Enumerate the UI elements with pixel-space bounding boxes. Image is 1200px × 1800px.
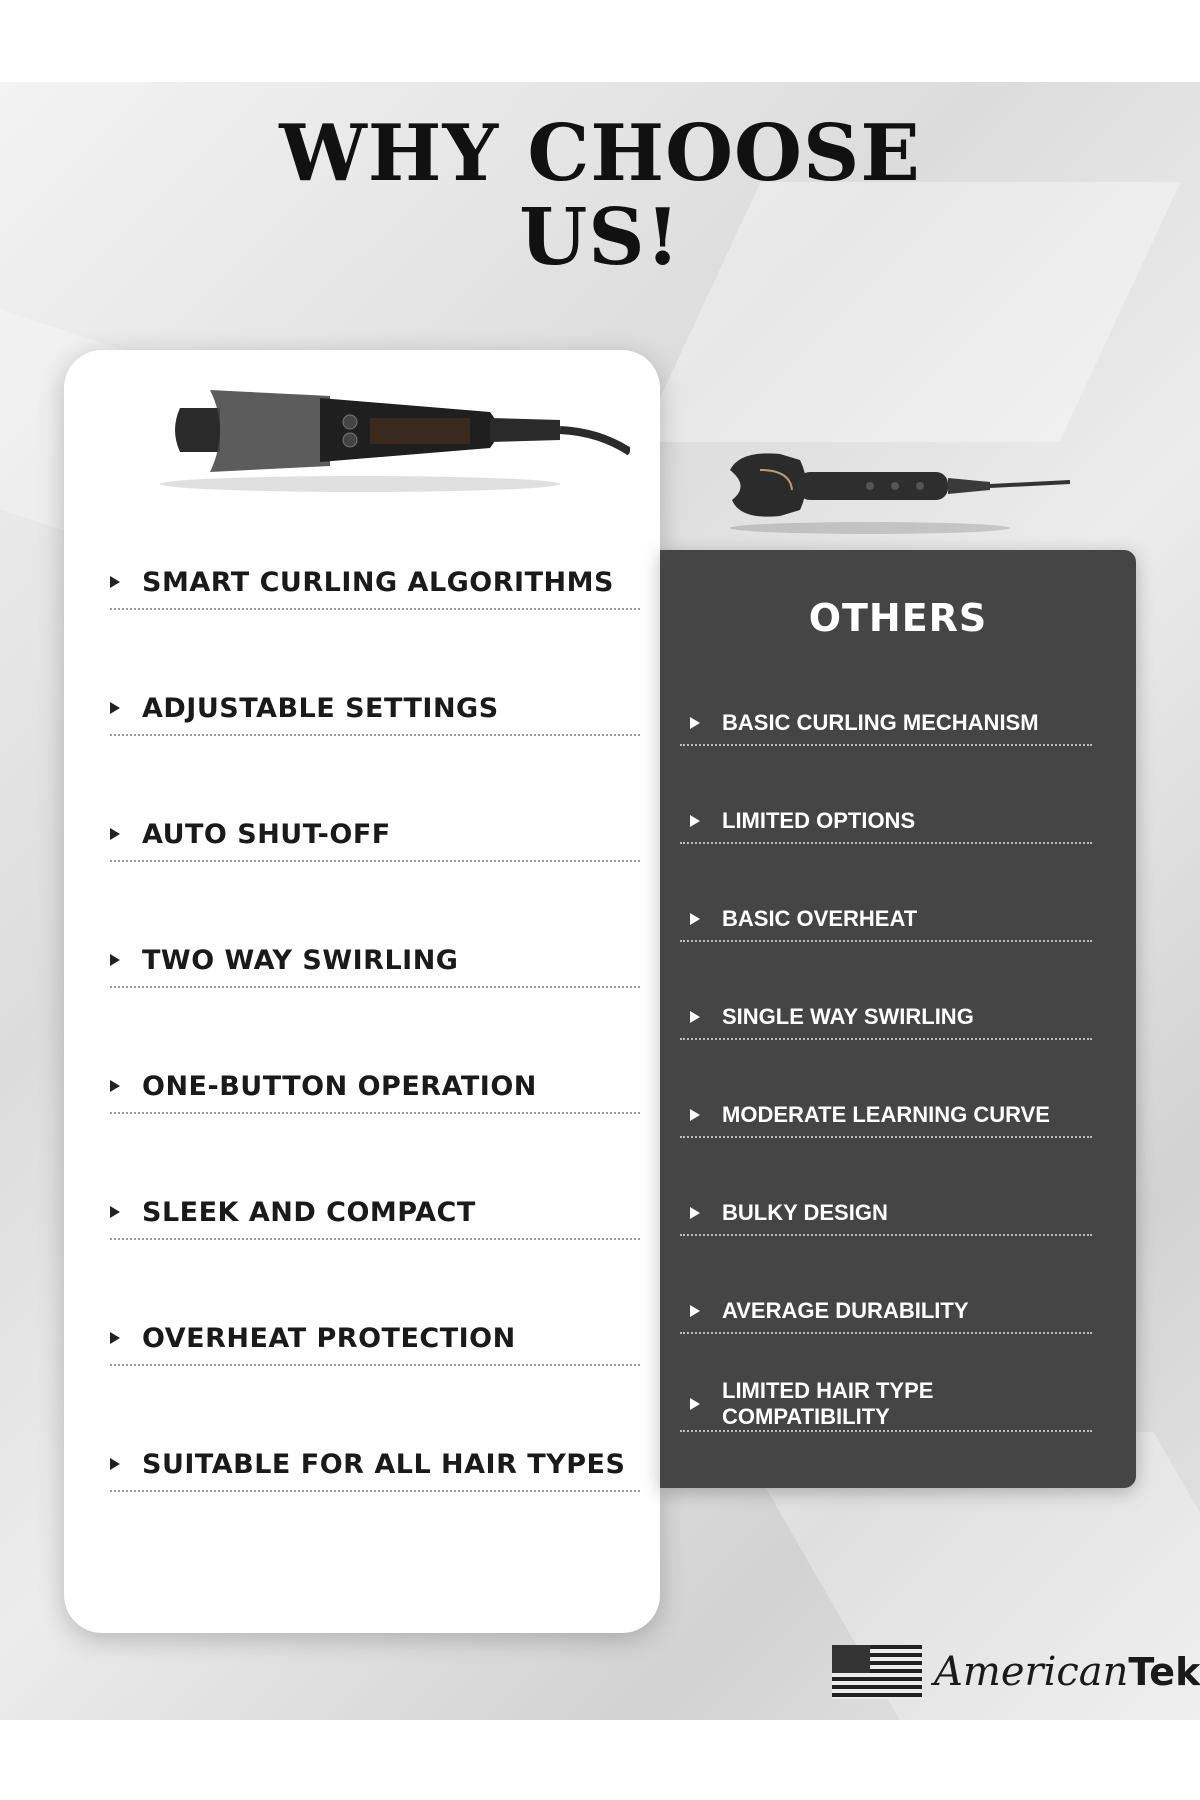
others-label: SINGLE WAY SWIRLING (722, 1004, 974, 1029)
others-row (690, 1298, 1100, 1324)
feature-label: AUTO SHUT-OFF (142, 818, 391, 850)
triangle-right-icon (690, 1207, 700, 1219)
dotted-divider (110, 1490, 640, 1492)
others-row (690, 1378, 950, 1430)
others-row (690, 906, 1100, 932)
triangle-right-icon (690, 1011, 700, 1023)
dotted-divider (110, 1364, 640, 1366)
feature-row (110, 688, 640, 728)
others-row (690, 1200, 1100, 1226)
others-label: BASIC OVERHEAT (722, 906, 918, 931)
dotted-divider (110, 860, 640, 862)
triangle-right-icon (110, 954, 120, 966)
triangle-right-icon (110, 828, 120, 840)
dotted-divider (110, 986, 640, 988)
triangle-right-icon (690, 1398, 700, 1410)
others-label: BASIC CURLING MECHANISM (722, 710, 1039, 735)
headline (0, 108, 1200, 283)
headline-line-1: WHY CHOOSE (279, 108, 921, 199)
feature-label: OVERHEAT PROTECTION (142, 1322, 516, 1354)
dotted-divider (680, 842, 1092, 844)
triangle-right-icon (690, 717, 700, 729)
triangle-right-icon (690, 913, 700, 925)
feature-label: ONE-BUTTON OPERATION (142, 1070, 537, 1102)
triangle-right-icon (690, 1305, 700, 1317)
feature-label: SUITABLE FOR ALL HAIR TYPES (142, 1448, 626, 1480)
others-label: AVERAGE DURABILITY (722, 1298, 969, 1323)
triangle-right-icon (690, 1109, 700, 1121)
feature-row (110, 1318, 640, 1358)
feature-row (110, 1444, 640, 1484)
dotted-divider (680, 1038, 1092, 1040)
our-curler-icon (160, 360, 630, 500)
feature-row (110, 1066, 640, 1106)
triangle-right-icon (110, 1206, 120, 1218)
feature-label: SMART CURLING ALGORITHMS (142, 566, 614, 598)
brand-logo (832, 1642, 1200, 1702)
feature-label: SLEEK AND COMPACT (142, 1196, 476, 1228)
dotted-divider (680, 1234, 1092, 1236)
dotted-divider (110, 734, 640, 736)
brand-bold: Tek (1128, 1650, 1200, 1694)
dotted-divider (680, 1430, 1092, 1432)
triangle-right-icon (110, 702, 120, 714)
others-row (690, 1004, 1100, 1030)
competitor-curler-icon (720, 430, 1080, 540)
dotted-divider (680, 1332, 1092, 1334)
feature-row (110, 814, 640, 854)
triangle-right-icon (110, 576, 120, 588)
triangle-right-icon (110, 1080, 120, 1092)
headline-line-2: US! (519, 192, 681, 283)
feature-label: TWO WAY SWIRLING (142, 944, 459, 976)
our-features-card (64, 350, 660, 1633)
feature-row (110, 1192, 640, 1232)
others-row (690, 710, 1100, 736)
feature-label: ADJUSTABLE SETTINGS (142, 692, 499, 724)
others-label: BULKY DESIGN (722, 1200, 888, 1225)
others-row (690, 1102, 1100, 1128)
triangle-right-icon (690, 815, 700, 827)
dotted-divider (110, 1238, 640, 1240)
feature-row (110, 562, 640, 602)
others-label: MODERATE LEARNING CURVE (722, 1102, 1050, 1127)
brand-script: American (934, 1649, 1129, 1695)
dotted-divider (680, 1136, 1092, 1138)
others-label: LIMITED HAIR TYPE COMPATIBILITY (722, 1378, 934, 1429)
others-label: LIMITED OPTIONS (722, 808, 916, 833)
us-flag-icon (832, 1645, 922, 1699)
triangle-right-icon (110, 1332, 120, 1344)
dotted-divider (110, 1112, 640, 1114)
dotted-divider (680, 940, 1092, 942)
others-panel (660, 550, 1136, 1488)
comparison-poster (0, 82, 1200, 1720)
others-title: OTHERS (808, 596, 988, 640)
feature-row (110, 940, 640, 980)
dotted-divider (680, 744, 1092, 746)
triangle-right-icon (110, 1458, 120, 1470)
others-row (690, 808, 1100, 834)
dotted-divider (110, 608, 640, 610)
brand-wordmark (934, 1649, 1200, 1695)
